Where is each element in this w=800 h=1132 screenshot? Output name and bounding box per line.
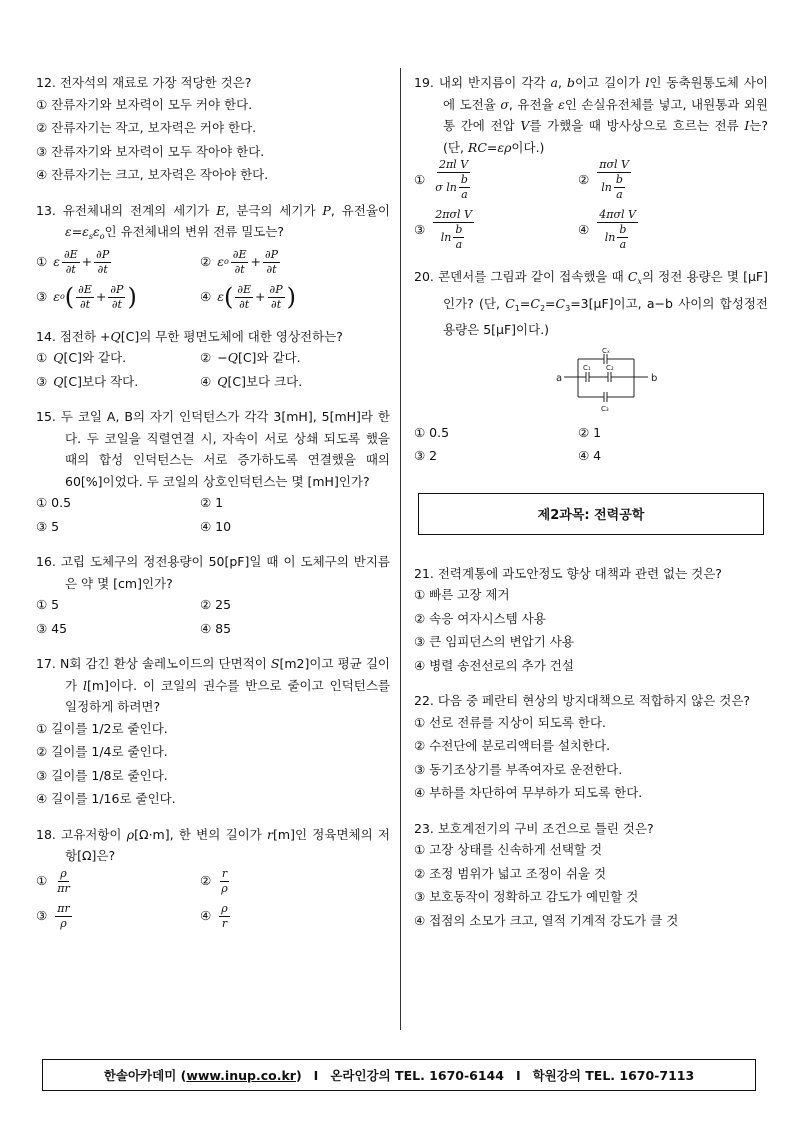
question-23 [414,818,768,932]
question-13-stem: 13. 유전체내의 전계의 세기가 E, 분극의 세기가 P, 유전율이 $\varepsilon=\varepsilon_s\varepsilon_o$인 유전체내의 변위 전류 밀도는? [36,202,390,241]
q18-option-4[interactable]: ④ $\frac{\rho}{r}$ [200,901,228,930]
question-15 [36,406,390,537]
footer-campus-tel: 학원강의 TEL. 1670-7113 [532,1068,695,1083]
q23-option-3[interactable]: ③ 보호동작이 정확하고 감도가 예민할 것 [414,889,639,904]
q19-option-2[interactable]: ② πσl V ln $\frac{b}{a}$ [578,158,629,201]
question-12 [36,72,390,186]
question-14-stem: 14. 점전하 +Q[C]의 무한 평면도체에 대한 영상전하는? [36,328,343,344]
q12-option-3[interactable]: ③ 잔류자기와 보자력이 모두 작아야 한다. [36,143,265,159]
question-15-stem: 15. 두 코일 A, B의 자기 인덕턴스가 각각 3[mH], 5[mH]라 한다. 두 코일을 직렬연결 시, 자속이 서로 상쇄 되도록 했을 때의 합성 인덕턴스는 서로 증가하도록 연결했을 때의 60[%]이었다. 두 코일의 상호인덕턴스는 몇 [mH]인가? [36,409,390,489]
question-23-stem: 23. 보호계전기의 구비 조건으로 틀린 것은? [414,820,654,836]
question-17-stem: 17. N회 감긴 환상 솔레노이드의 단면적이 S[m2]이고 평균 길이가 l[m]이다. 이 코일의 권수를 반으로 줄이고 인덕턴스를 일정하게 하려면? [36,656,390,714]
question-19 [414,72,768,252]
left-column [36,72,390,945]
q22-option-2[interactable]: ② 수전단에 분로리액터를 설치한다. [414,738,611,753]
q22-option-4[interactable]: ④ 부하를 차단하여 무부하가 되도록 한다. [414,785,643,800]
footer-academy: 한솔아카데미 ( [103,1068,187,1083]
q12-option-2[interactable]: ② 잔류자기는 작고, 보자력은 커야 한다. [36,120,257,135]
question-12-stem: 12. 전자석의 재료로 가장 적당한 것은? [36,75,252,90]
question-18-stem: 18. 고유저항이 ρ[Ω·m], 한 변의 길이가 r[m]인 정육면체의 저항[Ω]은? [36,826,390,863]
q16-option-1[interactable]: ① 5 [36,597,60,612]
q20-option-2[interactable]: ② 1 [578,424,602,440]
footer-url-link[interactable]: www.inup.co.kr [186,1067,296,1083]
q15-option-1[interactable]: ① 0.5 [36,495,72,510]
q14-option-1[interactable]: ① Q [C]와 같다. [36,350,127,365]
q14-option-3[interactable]: ③ Q [C]보다 작다. [36,373,139,389]
q16-option-3[interactable]: ③ 45 [36,620,68,636]
q17-option-2[interactable]: ② 길이를 1/4로 줄인다. [36,744,168,759]
section-title: 제2과목: 전력공학 [537,508,645,523]
q13-option-1[interactable]: ① ε $\frac{\partial E}{\partial t}$ + $\frac{\partial P}{\partial t}$ [36,247,110,276]
c1-label: C₁ [583,363,591,372]
question-14 [36,326,390,393]
c2-label: C₂ [606,363,614,372]
q15-option-4[interactable]: ④ 10 [200,518,232,534]
q13-option-2[interactable]: ② ε o $\frac{\partial E}{\partial t}$ + $\frac{\partial P}{\partial t}$ [200,247,279,276]
q18-option-3[interactable]: ③ $\frac{\pi r}{\rho}$ [36,901,70,930]
q21-option-2[interactable]: ② 속응 여자시스템 사용 [414,610,546,626]
footer-bar: 한솔아카데미 ( www.inup.co.kr ) I 온라인강의 TEL. 1670-6144 I 학원강의 TEL. 1670-7113 [42,1059,756,1091]
question-18 [36,824,390,931]
q21-option-1[interactable]: ① 빠른 고장 제거 [414,587,510,602]
question-20 [414,266,768,467]
q22-option-3[interactable]: ③ 동기조상기를 부족여자로 운전한다. [414,761,623,777]
question-21-stem: 21. 전력계통에 과도안정도 향상 대책과 관련 없는 것은? [414,565,722,581]
q15-option-2[interactable]: ② 1 [200,495,224,510]
q20-option-1[interactable]: ① 0.5 [414,424,450,440]
q12-option-4[interactable]: ④ 잔류자기는 크고, 보자력은 작아야 한다. [36,167,269,182]
question-16 [36,551,390,639]
q18-option-2[interactable]: ② $\frac{r}{\rho}$ [200,866,228,895]
node-b-label: b [651,372,658,384]
q14-option-2[interactable]: ② − Q [C]와 같다. [200,350,301,365]
capacitor-circuit-diagram [556,347,666,413]
question-21 [414,563,768,677]
q17-option-3[interactable]: ③ 길이를 1/8로 줄인다. [36,767,168,783]
c3-label: C₃ [601,404,609,413]
right-column [414,72,768,945]
q12-option-1[interactable]: ① 잔류자기와 보자력이 모두 커야 한다. [36,96,253,112]
q14-option-4[interactable]: ④ Q [C]보다 크다. [200,373,303,389]
q22-option-1[interactable]: ① 선로 전류를 지상이 되도록 한다. [414,714,607,730]
q13-option-4[interactable]: ④ ε ( $\frac{\partial E}{\partial t}$ + $\frac{\partial P}{\partial t}$ ) [200,282,296,311]
question-20-stem: 20. 콘덴서를 그림과 같이 접속했을 때 $C_x$의 정전 용량은 몇 [μF]인가? (단, $C_1=C_2=C_3=3[\mu F]$이고, a−b 사이의 합성정전 용량은 5[μF]이다.) [414,269,768,337]
column-divider [400,68,401,1030]
q17-option-4[interactable]: ④ 길이를 1/16로 줄인다. [36,791,176,806]
q21-option-4[interactable]: ④ 병렬 송전선로의 추가 건설 [414,657,574,673]
q18-option-1[interactable]: ① $\frac{\rho}{\pi r}$ [36,866,70,895]
q19-option-4[interactable]: ④ 4πσl V ln $\frac{b}{a}$ [578,208,636,251]
question-13 [36,200,390,312]
footer-separator: I [313,1067,319,1083]
q23-option-4[interactable]: ④ 접점의 소모가 크고, 열적 기계적 강도가 클 것 [414,912,679,928]
question-19-stem: 19. 내외 반지름이 각각 a, b이고 길이가 l인 동축원통도체 사이에 도전율 σ, 유전율 ε인 손실유전체를 넣고, 내원통과 외원통 간에 전압 V를 가했을 때 방사상으로 흐르는 전류 I는? (단, RC=ερ이다.) [414,75,769,155]
question-22 [414,690,768,804]
q20-option-3[interactable]: ③ 2 [414,448,438,463]
q20-option-4[interactable]: ④ 4 [578,448,602,463]
q19-option-3[interactable]: ③ 2πσl V ln $\frac{b}{a}$ [414,208,472,251]
q21-option-3[interactable]: ③ 큰 임피던스의 변압기 사용 [414,634,574,649]
question-17 [36,653,390,810]
q17-option-1[interactable]: ① 길이를 1/2로 줄인다. [36,720,168,736]
q23-option-1[interactable]: ① 고장 상태를 신속하게 선택할 것 [414,842,603,857]
footer-separator: I [515,1067,521,1083]
q23-option-2[interactable]: ② 조정 범위가 넓고 조정이 쉬울 것 [414,865,607,881]
node-a-label: a [556,372,563,384]
section-header-box [418,493,764,535]
q19-option-1[interactable]: ① 2πl V σ ln $\frac{b}{a}$ [414,158,469,201]
question-16-stem: 16. 고립 도체구의 정전용량이 50[pF]일 때 이 도체구의 반지름은 약 몇 [cm]인가? [36,554,390,591]
question-22-stem: 22. 다음 중 페란티 현상의 방지대책으로 적합하지 않은 것은? [414,693,751,708]
q16-option-2[interactable]: ② 25 [200,597,232,612]
footer-online-tel: 온라인강의 TEL. 1670-6144 [330,1068,504,1083]
q13-option-3[interactable]: ③ ε o ( $\frac{\partial E}{\partial t}$ + $\frac{\partial P}{\partial t}$ ) [36,282,137,311]
q16-option-4[interactable]: ④ 85 [200,620,232,636]
cx-label: Cₓ [602,346,610,355]
q15-option-3[interactable]: ③ 5 [36,518,60,534]
